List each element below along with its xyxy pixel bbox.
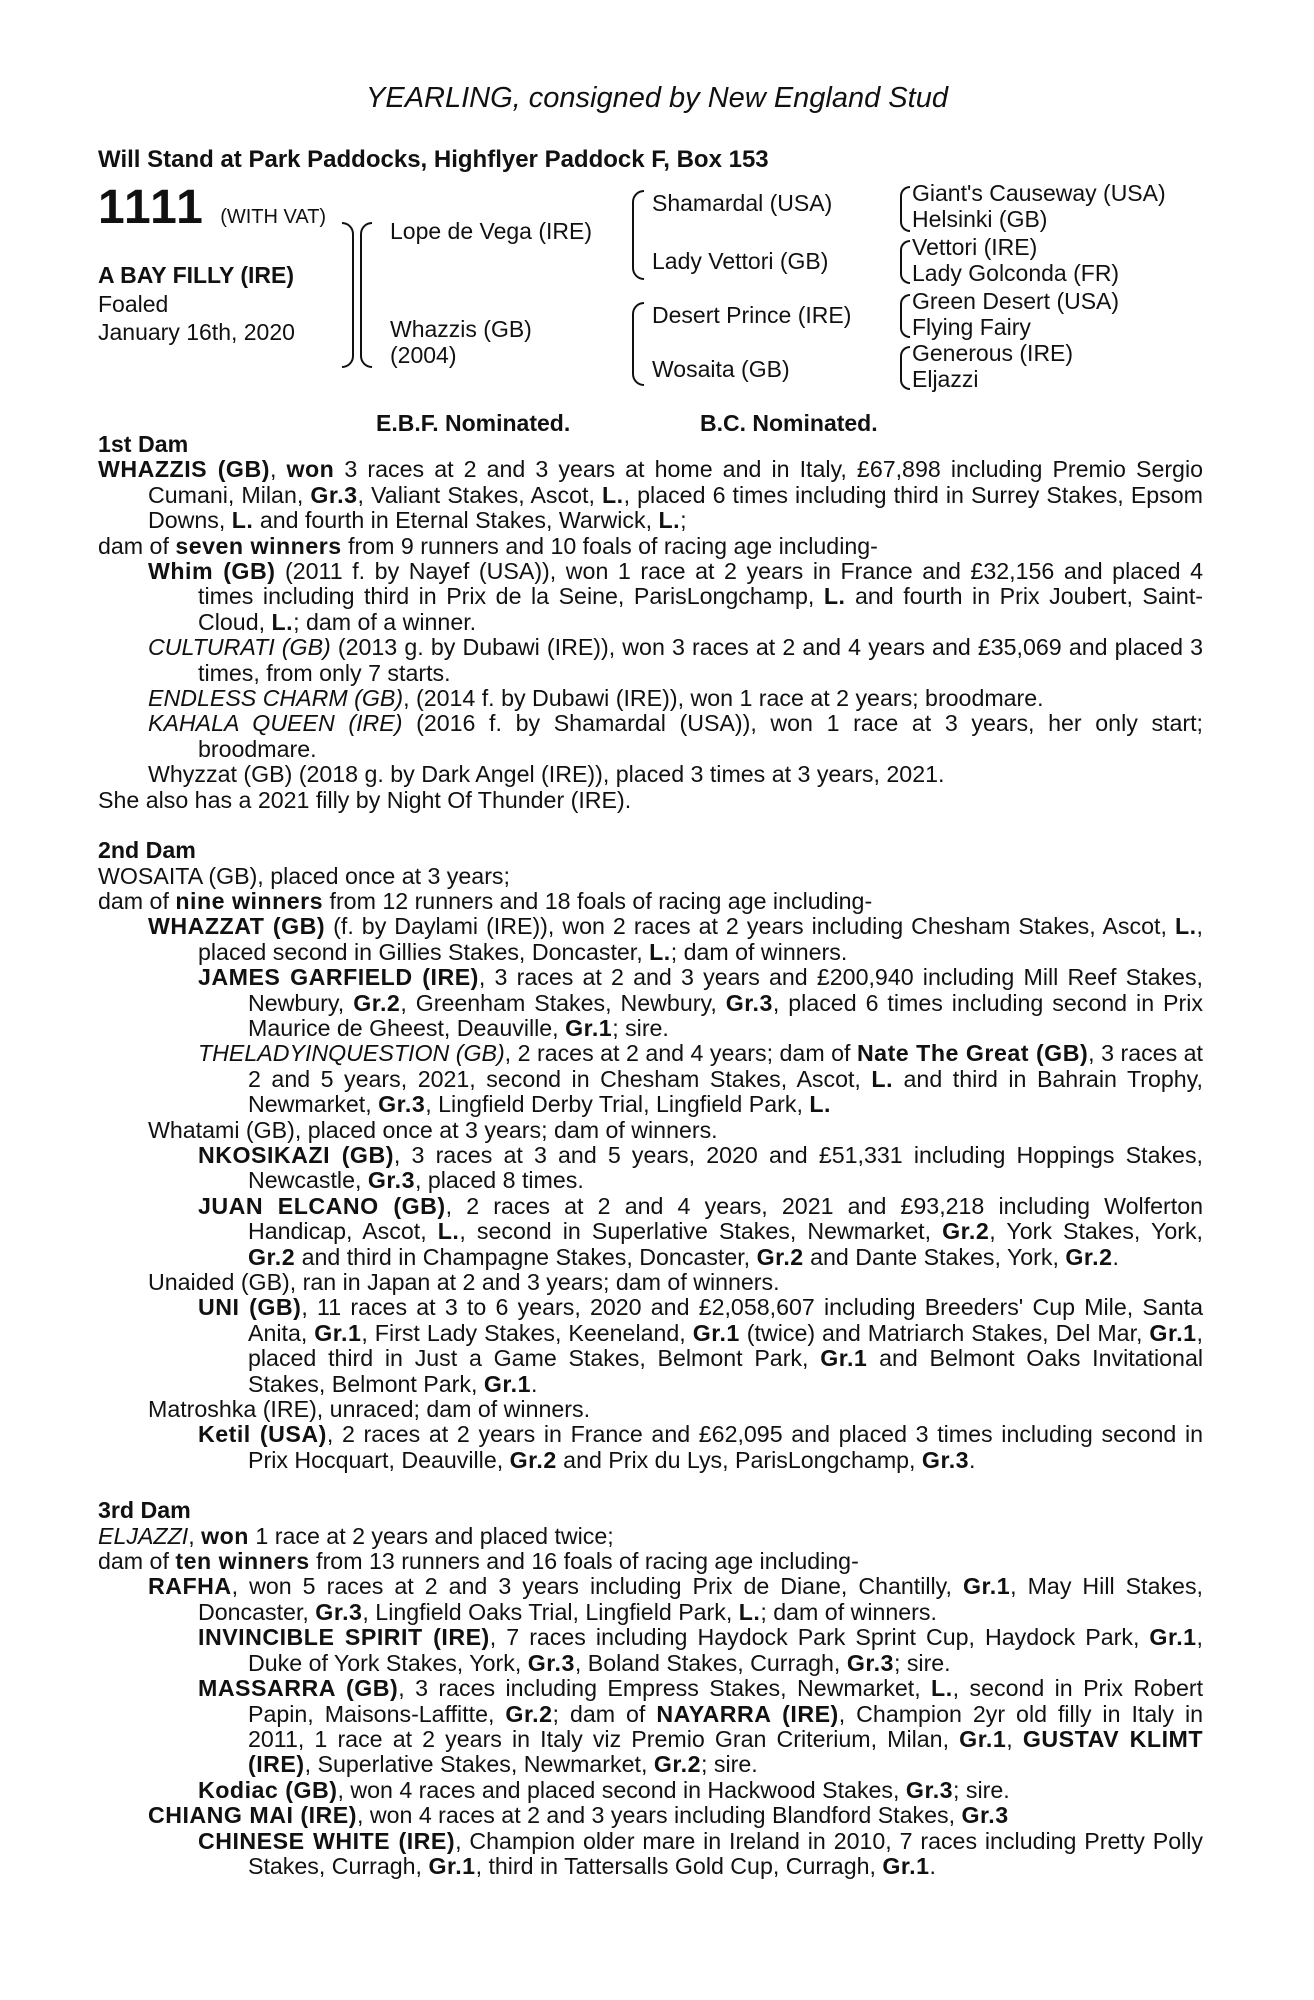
- first-dam-summary: dam of seven winners from 9 runners and 10 foals of racing age including-: [98, 532, 878, 559]
- brace-sire: [632, 190, 644, 280]
- g-green-desert: Green Desert (USA): [912, 288, 1120, 314]
- foaled-label: Foaled: [98, 291, 169, 317]
- produce-chiang-mai: CHIANG MAI (IRE), won 4 races at 2 and 3 years including Blandford Stakes, Gr.3: [148, 1802, 1009, 1829]
- produce-rafha: RAFHA, won 5 races at 2 and 3 years including Prix de Diane, Chantilly, Gr.1, May Hill Stakes, Doncaster, Gr.3, Lingfield Oaks Trial, Lingfield Park, L.; dam of winners.: [148, 1573, 1203, 1625]
- produce-record: [98, 432, 1203, 1879]
- produce-chinese-white: CHINESE WHITE (IRE), Champion older mare in Ireland in 2010, 7 races including Pretty Polly Stakes, Curragh, Gr.1, third in Tattersalls Gold Cup, Curragh, Gr.1.: [198, 1827, 1203, 1879]
- g-giants-causeway: Giant's Causeway (USA): [912, 180, 1166, 206]
- produce-matroshka: Matroshka (IRE), unraced; dam of winners.: [148, 1396, 591, 1423]
- horse-description: A BAY FILLY (IRE): [98, 262, 294, 288]
- produce-culturati: CULTURATI (GB) (2013 g. by Dubawi (IRE)), won 3 races at 2 and 4 years and £35,069 and placed 3 times, from only 7 starts.: [148, 634, 1204, 686]
- third-dam-heading: 3rd Dam: [98, 1497, 191, 1524]
- produce-ketil: Ketil (USA), 2 races at 2 years in France and £62,095 and placed 3 times including second in Prix Hocquart, Deauville, Gr.2 and Prix du Lys, ParisLongchamp, Gr.3.: [198, 1421, 1203, 1473]
- produce-theladyinquestion: THELADYINQUESTION (GB), 2 races at 2 and 4 years; dam of Nate The Great (GB), 3 races at 2 and 5 years, 2021, second in Chesham Stakes, Ascot, L. and third in Bahrain Trophy, Newmarket, Gr.3, Lingfield Derby Trial, Lingfield Park, L.: [198, 1040, 1203, 1118]
- produce-kodiac: Kodiac (GB), won 4 races and placed second in Hackwood Stakes, Gr.3; sire.: [198, 1776, 1010, 1803]
- dam-dam: Wosaita (GB): [652, 356, 790, 382]
- produce-endless-charm: ENDLESS CHARM (GB), (2014 f. by Dubawi (IRE)), won 1 race at 2 years; broodmare.: [148, 685, 1044, 712]
- produce-unaided: Unaided (GB), ran in Japan at 2 and 3 years; dam of winners.: [148, 1269, 780, 1295]
- second-dam-record: WOSAITA (GB), placed once at 3 years;: [98, 862, 510, 889]
- dam-year: (2004): [390, 342, 457, 368]
- vat-note: (WITH VAT): [220, 206, 327, 228]
- lot-number: [98, 180, 326, 235]
- brace-g78: [900, 346, 910, 390]
- g-helsinki: Helsinki (GB): [912, 206, 1048, 232]
- brace-dam: [632, 302, 644, 386]
- brace-g56: [900, 294, 910, 338]
- produce-juan-elcano: JUAN ELCANO (GB), 2 races at 2 and 4 years, 2021 and £93,218 including Wolferton Handicap, Ascot, L., second in Superlative Stakes, Newmarket, Gr.2, York Stakes, York, Gr.2 and third in Champagne Stakes, Doncaster, Gr.2 and Dante Stakes, York, Gr.2.: [198, 1192, 1203, 1270]
- brace-main-right: [342, 222, 354, 368]
- produce-kahala-queen: KAHALA QUEEN (IRE) (2016 f. by Shamardal (USA)), won 1 race at 3 years, her only start; broodmare.: [148, 710, 1203, 762]
- ebf-nomination: E.B.F. Nominated.: [376, 410, 571, 436]
- produce-massarra: MASSARRA (GB), 3 races including Empress Stakes, Newmarket, L., second in Prix Robert Papin, Maisons-Laffitte, Gr.2; dam of NAYARRA (IRE), Champion 2yr old filly in Italy in 2011, 1 race at 2 years in Italy viz Premio Gran Criterium, Milan, Gr.1, GUSTAV KLIMT (IRE), Superlative Stakes, Newmarket, Gr.2; sire.: [198, 1675, 1204, 1778]
- brace-g34: [900, 240, 910, 284]
- g-generous: Generous (IRE): [912, 340, 1074, 366]
- sire-sire: Shamardal (USA): [652, 190, 833, 216]
- dam-sire: Desert Prince (IRE): [652, 302, 852, 328]
- produce-nkosikazi: NKOSIKAZI (GB), 3 races at 3 and 5 years, 2020 and £51,331 including Hoppings Stakes, Newcastle, Gr.3, placed 8 times.: [198, 1141, 1203, 1194]
- third-dam-record: ELJAZZI, won 1 race at 2 years and placed twice;: [98, 1522, 614, 1549]
- produce-whatami: Whatami (GB), placed once at 3 years; dam of winners.: [148, 1116, 718, 1143]
- third-dam-summary: dam of ten winners from 13 runners and 16 foals of racing age including-: [98, 1548, 859, 1575]
- first-dam-heading: 1st Dam: [98, 431, 189, 457]
- brace-main: [360, 222, 372, 368]
- second-dam-summary: dam of nine winners from 12 runners and 18 foals of racing age including-: [98, 887, 873, 914]
- produce-whyzzat: Whyzzat (GB) (2018 g. by Dark Angel (IRE)), placed 3 times at 3 years, 2021.: [148, 761, 945, 788]
- bc-nomination: B.C. Nominated.: [700, 410, 878, 436]
- sire-dam: Lady Vettori (GB): [652, 248, 829, 274]
- g-flying-fairy: Flying Fairy: [912, 314, 1031, 340]
- foaled-info: [98, 290, 295, 346]
- dam: Whazzis (GB): [390, 316, 532, 342]
- stand-location: Will Stand at Park Paddocks, Highflyer Paddock F, Box 153: [98, 146, 769, 173]
- produce-invincible-spirit: INVINCIBLE SPIRIT (IRE), 7 races including Haydock Park Sprint Cup, Haydock Park, Gr.1, Duke of York Stakes, York, Gr.3, Boland Stakes, Curragh, Gr.3; sire.: [198, 1624, 1203, 1676]
- produce-2021-filly: She also has a 2021 filly by Night Of Thunder (IRE).: [98, 786, 632, 813]
- g-eljazzi: Eljazzi: [912, 366, 979, 392]
- catalogue-title: YEARLING, consigned by New England Stud: [366, 82, 948, 114]
- first-dam-record: WHAZZIS (GB), won 3 races at 2 and 3 years at home and in Italy, £67,898 including Premio Sergio Cumani, Milan, Gr.3, Valiant Stakes, Ascot, L., placed 6 times including third in Surrey Stakes, Epsom Downs, L. and fourth in Eternal Stakes, Warwick, L.;: [98, 456, 1204, 534]
- brace-g12: [900, 186, 910, 232]
- sire: Lope de Vega (IRE): [390, 218, 593, 244]
- g-vettori: Vettori (IRE): [912, 234, 1038, 260]
- second-dam-heading: 2nd Dam: [98, 837, 196, 864]
- lot-number-value: 1111: [98, 181, 205, 234]
- g-lady-golconda: Lady Golconda (FR): [912, 260, 1120, 286]
- produce-james-garfield: JAMES GARFIELD (IRE), 3 races at 2 and 3 years and £200,940 including Mill Reef Stakes, Newbury, Gr.2, Greenham Stakes, Newbury, Gr.3, placed 6 times including second in Prix Maurice de Gheest, Deauville, Gr.1; sire.: [198, 964, 1203, 1041]
- produce-uni: UNI (GB), 11 races at 3 to 6 years, 2020 and £2,058,607 including Breeders' Cup Mile, Santa Anita, Gr.1, First Lady Stakes, Keeneland, Gr.1 (twice) and Matriarch Stakes, Del Mar, Gr.1, placed third in Just a Game Stakes, Belmont Park, Gr.1 and Belmont Oaks Invitational Stakes, Belmont Park, Gr.1.: [198, 1294, 1203, 1397]
- produce-whazzat: WHAZZAT (GB) (f. by Daylami (IRE)), won 2 races at 2 years including Chesham Stakes, Ascot, L., placed second in Gillies Stakes, Doncaster, L.; dam of winners.: [148, 913, 1203, 965]
- foaled-date: January 16th, 2020: [98, 319, 295, 345]
- produce-whim: Whim (GB) (2011 f. by Nayef (USA)), won 1 race at 2 years in France and £32,156 and placed 4 times including third in Prix de la Seine, ParisLongchamp, L. and fourth in Prix Joubert, Saint-Cloud, L.; dam of a winner.: [148, 558, 1203, 635]
